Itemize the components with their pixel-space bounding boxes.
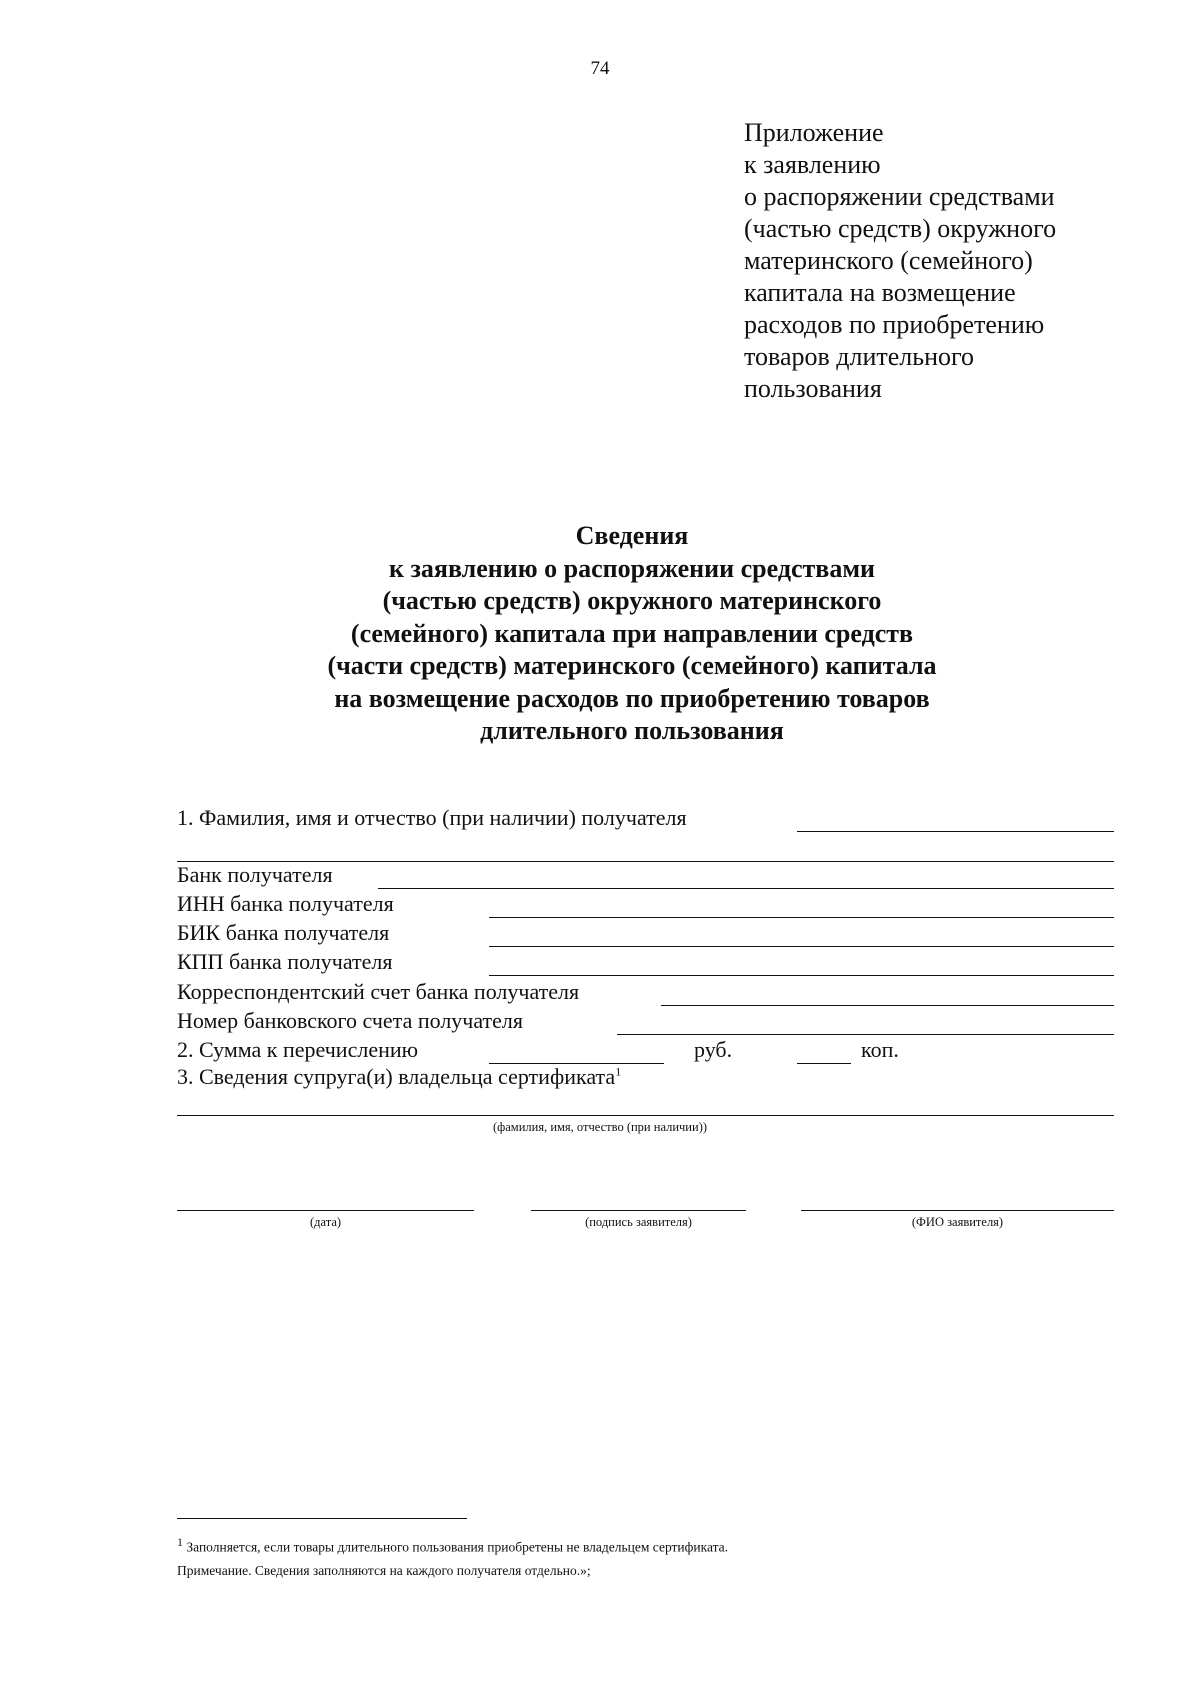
title-line: (части средств) материнского (семейного) капитала [327, 651, 937, 680]
appendix-block [744, 117, 1056, 405]
spouse-label [177, 1064, 621, 1090]
corr-account-label: Корреспондентский счет банка получателя [177, 979, 580, 1004]
title-line: длительного пользования [480, 716, 784, 745]
appendix-line: материнского (семейного) [744, 246, 1033, 275]
title-line: (семейного) капитала при направлении средств [350, 618, 914, 648]
inn-label: ИНН банка получателя [177, 891, 394, 916]
spouse-label-text: 3. Сведения супруга(и) владельца сертификата [177, 1064, 616, 1089]
rub-label: руб. [694, 1037, 733, 1062]
date-caption: (дата) [309, 1215, 342, 1229]
appendix-line: к заявлению [744, 150, 881, 179]
title-line: на возмещение расходов по приобретению товаров [334, 683, 930, 713]
title-line: (частью средств) окружного материнского [382, 586, 882, 615]
footnote [177, 1535, 728, 1556]
spouse-footnote-marker: 1 [615, 1064, 622, 1079]
date-field[interactable] [177, 1210, 474, 1211]
applicant-fio-field[interactable] [801, 1210, 1114, 1211]
bik-label: БИК банка получателя [177, 920, 390, 945]
spouse-fio-caption: (фамилия, имя, отчество (при наличии)) [493, 1120, 708, 1134]
page-number: 74 [590, 58, 610, 79]
appendix-line: капитала на возмещение [744, 278, 1016, 307]
bank-label: Банк получателя [177, 862, 333, 887]
inn-field[interactable] [489, 917, 1114, 918]
amount-label: 2. Сумма к перечислению [177, 1037, 419, 1062]
footnote-text: Заполняется, если товары длительного пользования приобретены не владельцем сертификата. [186, 1539, 729, 1555]
footnote-marker: 1 [177, 1535, 183, 1549]
bik-field[interactable] [489, 946, 1114, 947]
applicant-fio-caption: (ФИО заявителя) [911, 1215, 1004, 1229]
kpp-label: КПП банка получателя [177, 949, 393, 974]
appendix-line: товаров длительного [744, 342, 975, 371]
kpp-field[interactable] [489, 975, 1114, 976]
signature-field[interactable] [531, 1210, 746, 1211]
recipient-name-field[interactable] [797, 831, 1114, 832]
corr-account-field[interactable] [661, 1005, 1114, 1006]
account-number-label: Номер банковского счета получателя [177, 1008, 524, 1033]
document-title [0, 520, 1200, 748]
appendix-line: (частью средств) окружного [744, 214, 1057, 243]
title-line: к заявлению о распоряжении средствами [388, 553, 876, 583]
kop-label: коп. [861, 1037, 899, 1062]
appendix-line: расходов по приобретению [744, 310, 1045, 339]
recipient-name-label: 1. Фамилия, имя и отчество (при наличии) получателя [177, 805, 687, 830]
amount-kop-field[interactable] [797, 1063, 851, 1064]
spouse-fio-field[interactable] [177, 1115, 1114, 1116]
account-number-field[interactable] [617, 1034, 1114, 1035]
title-line: Сведения [575, 521, 689, 550]
appendix-line: Приложение [744, 118, 884, 147]
note: Примечание. Сведения заполняются на каждого получателя отдельно.»; [177, 1563, 591, 1578]
footnote-separator [177, 1518, 467, 1519]
appendix-line: пользования [744, 374, 882, 403]
appendix-line: о распоряжении средствами [744, 182, 1055, 211]
signature-caption: (подпись заявителя) [585, 1215, 692, 1229]
bank-field[interactable] [378, 888, 1114, 889]
